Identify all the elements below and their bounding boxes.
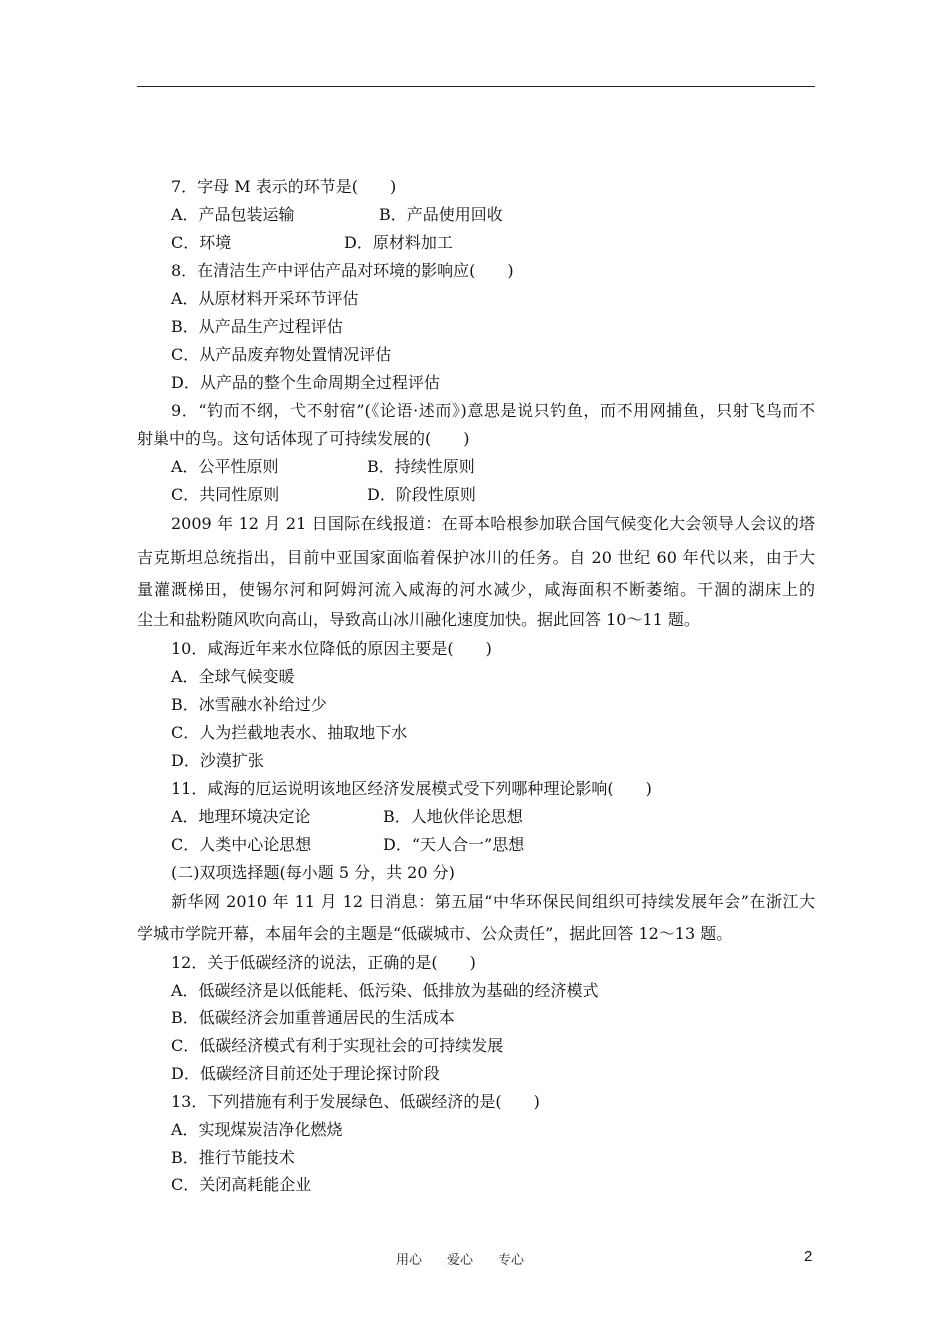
section2-heading: (二)双项选择题(每小题 5 分，共 20 分) [171,863,455,882]
q9-option-c: C．共同性原则 [171,485,280,504]
footer-text-1: 用心 [396,1253,423,1268]
q12-stem: 12．关于低碳经济的说法，正确的是( ) [171,953,476,972]
q7-option-c: C．环境 [171,233,232,252]
q12-option-c: C．低碳经济模式有利于实现社会的可持续发展 [171,1036,504,1055]
footer-text-3: 专心 [498,1253,525,1268]
passage1-line2: 吉克斯坦总统指出，目前中亚国家面临着保护冰川的任务。自 20 世纪 60 年代以来，由于大 [137,548,815,567]
q8-option-c: C．从产品废弃物处置情况评估 [171,345,392,364]
passage2-line2: 学城市学院开幕，本届年会的主题是“低碳城市、公众责任”，据此回答 12～13 题。 [137,924,733,943]
q12-option-a: A．低碳经济是以低能耗、低污染、低排放为基础的经济模式 [171,981,599,1000]
q12-option-b: B．低碳经济会加重普通居民的生活成本 [171,1008,455,1027]
q10-option-d: D．沙漠扩张 [171,751,264,770]
footer-text-2: 爱心 [447,1253,474,1268]
q13-stem: 13．下列措施有利于发展绿色、低碳经济的是( ) [171,1092,540,1111]
q11-option-a: A．地理环境决定论 [171,807,311,826]
q8-option-b: B．从产品生产过程评估 [171,317,343,336]
q9-stem-line1: 9．“钓而不纲，弋不射宿”(《论语·述而》)意思是说只钓鱼，而不用网捕鱼，只射飞鸟而不 [171,401,815,420]
q11-option-c: C．人类中心论思想 [171,835,312,854]
q8-option-d: D．从产品的整个生命周期全过程评估 [171,373,440,392]
passage1-line3: 量灌溉梯田，使锡尔河和阿姆河流入咸海的河水减少，咸海面积不断萎缩。干涸的湖床上的 [137,580,815,599]
q13-option-b: B．推行节能技术 [171,1148,295,1167]
q10-stem: 10．咸海近年来水位降低的原因主要是( ) [171,639,492,658]
q9-stem-line2: 射巢中的鸟。这句话体现了可持续发展的( ) [137,429,470,448]
q13-option-c: C．关闭高耗能企业 [171,1175,312,1194]
q8-option-a: A．从原材料开采环节评估 [171,289,359,308]
passage2-line1: 新华网 2010 年 11 月 12 日消息：第五届“中华环保民间组织可持续发展年会”在浙江大 [171,892,815,911]
q8-stem: 8．在清洁生产中评估产品对环境的影响应( ) [171,261,514,280]
q12-option-d: D．低碳经济目前还处于理论探讨阶段 [171,1064,440,1083]
q11-option-d: D．“天人合一”思想 [383,835,525,854]
passage1-line1: 2009 年 12 月 21 日国际在线报道：在哥本哈根参加联合国气候变化大会领导人会议的塔 [171,514,815,533]
q9-option-d: D．阶段性原则 [367,485,476,504]
q10-option-b: B．冰雪融水补给过少 [171,695,327,714]
q7-stem: 7．字母 M 表示的环节是( ) [171,177,397,196]
header-rule [137,86,815,87]
passage1-line4: 尘土和盐粉随风吹向高山，导致高山冰川融化速度加快。据此回答 10～11 题。 [137,610,700,629]
q9-option-a: A．公平性原则 [171,457,279,476]
q11-option-b: B．人地伙伴论思想 [383,807,523,826]
q7-option-b: B．产品使用回收 [379,205,503,224]
page-number: 2 [804,1248,813,1265]
q11-stem: 11．咸海的厄运说明该地区经济发展模式受下列哪种理论影响( ) [171,779,652,798]
q7-option-d: D．原材料加工 [344,233,453,252]
q9-option-b: B．持续性原则 [367,457,475,476]
q7-option-a: A．产品包装运输 [171,205,295,224]
q13-option-a: A．实现煤炭洁净化燃烧 [171,1120,343,1139]
q10-option-a: A．全球气候变暖 [171,667,295,686]
q10-option-c: C．人为拦截地表水、抽取地下水 [171,723,408,742]
